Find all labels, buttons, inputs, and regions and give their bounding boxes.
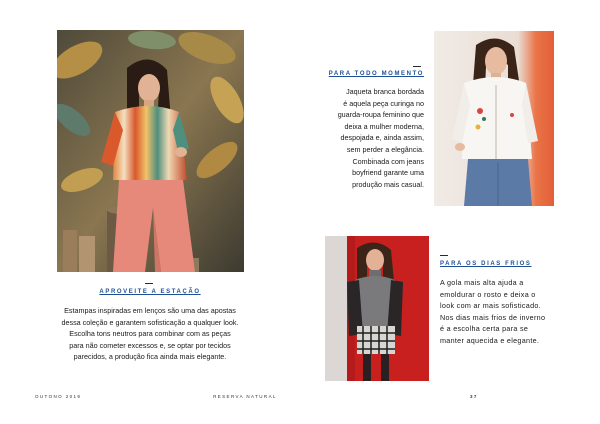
turtleneck-look-illustration	[325, 236, 429, 381]
caption-2-rule	[413, 66, 421, 67]
caption-3-line: A gola mais alta ajuda a	[440, 278, 524, 287]
caption-1-line: parecidos, a produção fica ainda mais elegante.	[73, 352, 227, 362]
caption-2-line: Combinada com jeans	[352, 156, 424, 166]
caption-2-line: sem perder a elegância.	[346, 144, 424, 154]
caption-2-line: é aquela peça curinga no	[343, 98, 424, 108]
caption-1-line: Estampas inspiradas em lenços são uma das apostas	[64, 306, 236, 315]
photo-scarf-print-look	[57, 30, 244, 272]
caption-2-line: despojada e, ainda assim,	[340, 133, 424, 143]
caption-1-heading: APROVEITE A ESTAÇÃO	[99, 289, 201, 295]
footer-brand: RESERVA NATURAL	[213, 394, 277, 399]
caption-3-heading: PARA OS DIAS FRIOS	[440, 261, 532, 267]
footer-season: OUTONO 2019	[35, 394, 82, 399]
caption-1-line: dessa coleção e garantem sofisticação a qualquer look.	[61, 317, 239, 327]
white-jacket-look-illustration	[434, 31, 554, 206]
caption-2-line: boyfriend garante uma	[352, 168, 424, 178]
caption-2-body	[300, 86, 424, 190]
caption-2-heading: PARA TODO MOMENTO	[328, 71, 424, 77]
caption-2-line: deixa a mulher moderna,	[344, 121, 424, 131]
caption-3-rule	[440, 255, 448, 256]
caption-1-body	[40, 305, 260, 363]
caption-1-line: para não cometer excessos e, se optar por tecidos	[69, 340, 231, 350]
caption-3-line: manter aquecida e elegante.	[440, 335, 540, 345]
caption-2-line: Jaqueta branca bordada	[346, 87, 424, 96]
footer-page-number: 37	[470, 394, 478, 399]
caption-3-body	[440, 277, 565, 347]
photo-white-jacket-look	[434, 31, 554, 206]
scarf-print-look-illustration	[57, 30, 244, 272]
caption-3-line: é a escolha certa para se	[440, 324, 529, 334]
caption-3-line: look com ar mais sofisticado.	[440, 301, 541, 311]
caption-1-rule	[145, 283, 153, 284]
caption-3-line: emoldurar o rosto e deixa o	[440, 289, 536, 299]
caption-2-line: guarda-roupa feminino que	[337, 110, 424, 120]
caption-1-line: Escolha tons neutros para combinar com as peças	[69, 329, 231, 339]
photo-turtleneck-look	[325, 236, 429, 381]
caption-3-line: Nos dias mais frios de inverno	[440, 312, 546, 322]
caption-2-line: produção mais casual.	[352, 179, 424, 189]
